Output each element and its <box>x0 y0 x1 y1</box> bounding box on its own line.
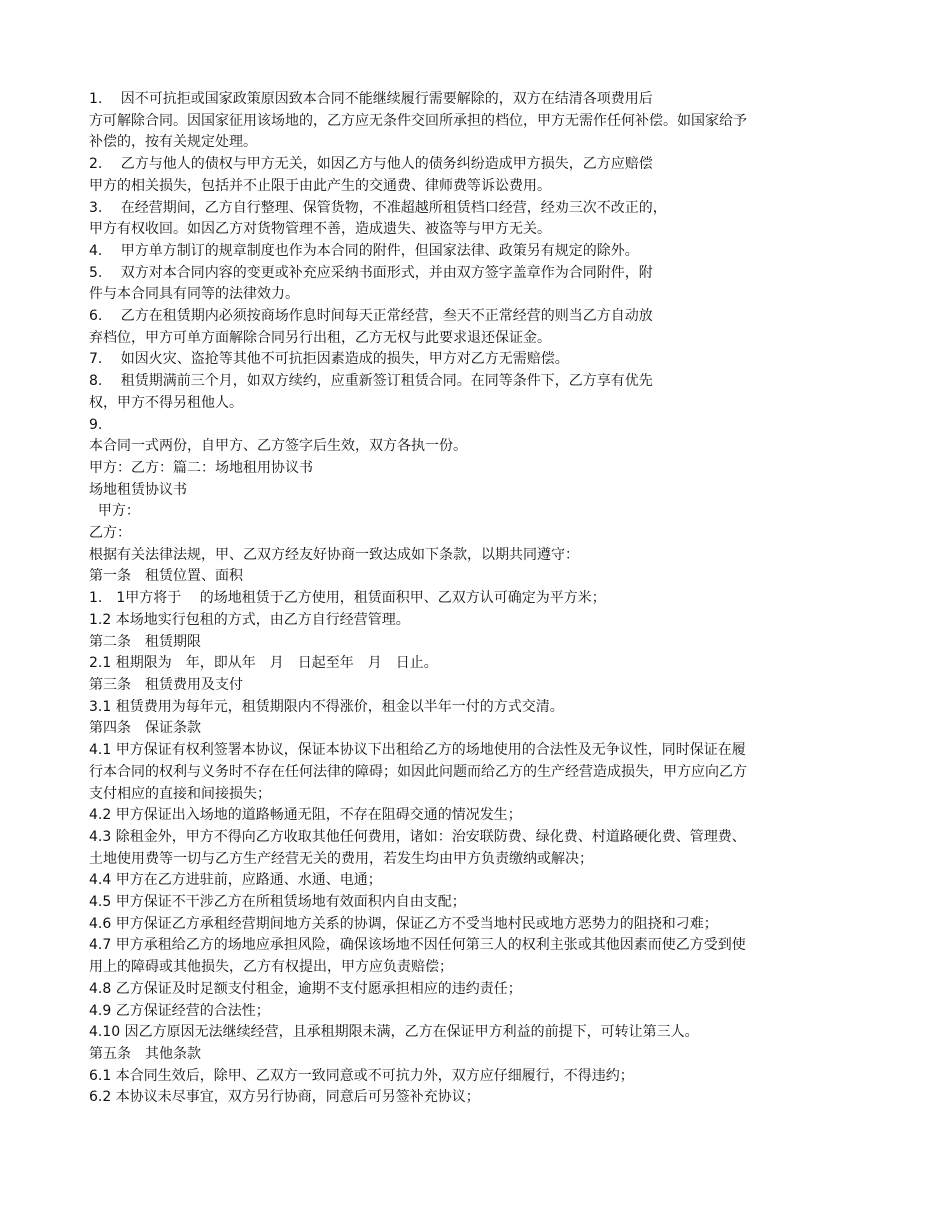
text-line: 乙方： <box>89 525 131 542</box>
text-line: 6.1 本合同生效后，除甲、乙双方一致同意或不可抗力外，双方应仔细履行，不得违约； <box>89 1067 634 1084</box>
text-line: 行本合同的权利与义务时不存在任何法律的障碍；如因此问题而给乙方的生产经营造成损失，甲方应向乙方 <box>89 763 747 780</box>
text-line: 3. 在经营期间，乙方自行整理、保管货物，不准超越所租赁档口经营，经劝三次不改正的， <box>89 199 667 216</box>
text-line: 件与本合同具有同等的法律效力。 <box>89 286 299 303</box>
text-line: 2.1 租期限为 年，即从年 月 日起至年 月 日止。 <box>89 655 438 672</box>
text-line: 第四条 保证条款 <box>89 720 201 737</box>
text-line: 4.3 除租金外，甲方不得向乙方收取其他任何费用，诸如：治安联防费、绿化费、村道路硬化费、管理费、 <box>89 828 746 845</box>
text-line: 5. 双方对本合同内容的变更或补充应采纳书面形式，并由双方签字盖章作为合同附件，附 <box>89 264 653 281</box>
text-line: 4. 甲方单方制订的规章制度也作为本合同的附件，但国家法律、政策另有规定的除外。 <box>89 242 639 259</box>
text-line: 4.1 甲方保证有权利签署本协议，保证本协议下出租给乙方的场地使用的合法性及无争议性，同时保证在履 <box>89 742 746 759</box>
text-line: 甲方的相关损失，包括并不止限于由此产生的交通费、律师费等诉讼费用。 <box>89 177 551 194</box>
text-line: 本合同一式两份，自甲方、乙方签字后生效，双方各执一份。 <box>89 438 467 455</box>
text-line: 甲方有权收回。如因乙方对货物管理不善，造成遗失、被盗等与甲方无关。 <box>89 221 551 238</box>
text-line: 3.1 租赁费用为每年元，租赁期限内不得涨价，租金以半年一付的方式交清。 <box>89 698 564 715</box>
text-line: 第一条 租赁位置、面积 <box>89 568 243 585</box>
text-line: 4.4 甲方在乙方进驻前，应路通、水通、电通； <box>89 872 382 889</box>
text-line: 补偿的，按有关规定处理。 <box>89 134 257 151</box>
text-line: 4.7 甲方承租给乙方的场地应承担风险，确保该场地不因任何第三人的权利主张或其他因素而使乙方受到使 <box>89 937 746 954</box>
text-line: 第五条 其他条款 <box>89 1045 201 1062</box>
text-line: 用上的障碍或其他损失，乙方有权提出，甲方应负责赔偿； <box>89 959 453 976</box>
text-line: 4.6 甲方保证乙方承租经营期间地方关系的协调，保证乙方不受当地村民或地方恶势力的阻挠和刁难； <box>89 915 718 932</box>
text-line: 支付相应的直接和间接损失； <box>89 785 271 802</box>
text-line: 8. 租赁期满前三个月，如双方续约，应重新签订租赁合同。在同等条件下，乙方享有优先 <box>89 373 653 390</box>
text-line: 场地租赁协议书 <box>89 481 187 498</box>
text-line: 1.2 本场地实行包租的方式，由乙方自行经营管理。 <box>89 611 410 628</box>
text-line: 第二条 租赁期限 <box>89 633 201 650</box>
text-line: 4.2 甲方保证出入场地的道路畅通无阻，不存在阻碍交通的情况发生； <box>89 807 522 824</box>
text-line: 6. 乙方在租赁期内必须按商场作息时间每天正常经营，叁天不正常经营的则当乙方自动放 <box>89 308 653 325</box>
text-line: 土地使用费等一切与乙方生产经营无关的费用，若发生均由甲方负责缴纳或解决； <box>89 850 593 867</box>
document-body <box>89 89 869 1109</box>
text-line: 甲方：乙方：篇二：场地租用协议书 <box>89 459 313 476</box>
text-line: 7. 如因火灾、盗抢等其他不可抗拒因素造成的损失，甲方对乙方无需赔偿。 <box>89 351 569 368</box>
text-line: 第三条 租赁费用及支付 <box>89 676 243 693</box>
text-line: 1. 因不可抗拒或国家政策原因致本合同不能继续履行需要解除的，双方在结清各项费用后 <box>89 91 653 107</box>
text-line: 方可解除合同。因国家征用该场地的，乙方应无条件交回所承担的档位，甲方无需作任何补偿。如国家给予 <box>89 112 747 129</box>
text-line: 权，甲方不得另租他人。 <box>89 394 243 411</box>
text-line: 4.8 乙方保证及时足额支付租金，逾期不支付愿承担相应的违约责任； <box>89 980 522 997</box>
text-line: 根据有关法律法规，甲、乙双方经友好协商一致达成如下条款，以期共同遵守： <box>89 546 579 563</box>
text-line: 弃档位，甲方可单方面解除合同另行出租，乙方无权与此要求退还保证金。 <box>89 329 551 346</box>
text-line: 4.5 甲方保证不干涉乙方在所租赁场地有效面积内自由支配； <box>89 894 466 911</box>
text-line: 9. <box>89 416 103 433</box>
text-line: 4.9 乙方保证经营的合法性； <box>89 1002 270 1019</box>
text-line: 6.2 本协议未尽事宜，双方另行协商，同意后可另签补充协议； <box>89 1089 480 1106</box>
text-line: 2. 乙方与他人的债权与甲方无关，如因乙方与他人的债务纠纷造成甲方损失，乙方应赔偿 <box>89 156 653 173</box>
text-line: 甲方： <box>89 503 140 520</box>
text-line: 1. 1甲方将于 的场地租赁于乙方使用，租赁面积甲、乙双方认可确定为平方米； <box>89 590 606 607</box>
text-line: 4.10 因乙方原因无法继续经营，且承租期限未满，乙方在保证甲方利益的前提下，可转让第三人。 <box>89 1024 699 1041</box>
